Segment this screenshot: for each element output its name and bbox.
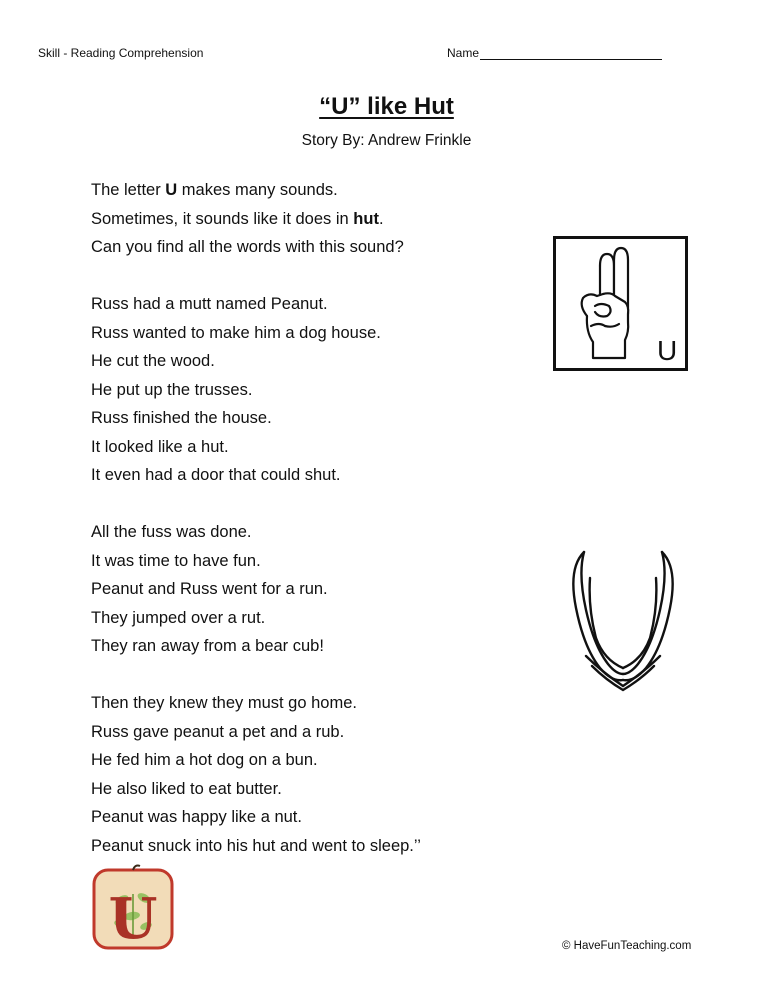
skill-label: Skill - Reading Comprehension xyxy=(38,46,204,60)
paragraph-gap xyxy=(91,262,531,291)
story-line: Peanut and Russ went for a run. xyxy=(91,580,328,598)
story-line: Can you find all the words with this sound? xyxy=(91,238,404,256)
text-run: The letter xyxy=(91,181,166,199)
story-text xyxy=(91,176,531,860)
bold-word: hut xyxy=(353,209,379,228)
bold-letter: U xyxy=(165,181,178,199)
story-line: It looked like a hut. xyxy=(91,437,229,456)
story-line: They jumped over a rut. xyxy=(91,608,266,627)
story-line: Peanut was happy like a nut. xyxy=(91,808,302,826)
name-line[interactable] xyxy=(480,46,662,60)
story-line: He also liked to eat butter. xyxy=(91,779,282,798)
story-line: It was time to have fun. xyxy=(91,551,261,570)
paragraph-gap xyxy=(91,490,531,519)
name-field[interactable] xyxy=(447,46,662,60)
story-line xyxy=(91,176,531,205)
name-label: Name xyxy=(447,46,480,60)
paragraph-gap xyxy=(91,661,531,690)
story-line: Russ had a mutt named Peanut. xyxy=(91,295,328,313)
story-line: Russ gave peanut a pet and a rub. xyxy=(91,722,345,741)
text-run: makes many sounds. xyxy=(177,181,338,199)
story-line: Russ finished the house. xyxy=(91,409,272,427)
text-run: . xyxy=(378,209,384,228)
hand-letter: U xyxy=(657,335,678,366)
story-line: Then they knew they must go home. xyxy=(91,694,357,712)
page-title: “U” like Hut xyxy=(319,93,454,120)
story-line: He put up the trusses. xyxy=(91,380,253,399)
sign-language-u-icon xyxy=(553,236,688,371)
story-line: He cut the wood. xyxy=(91,352,215,370)
decorative-u-horns-icon xyxy=(566,548,680,693)
text-run: Sometimes, it sounds like it does in xyxy=(91,209,354,228)
story-line: Peanut snuck into his hut and went to sleep.’’ xyxy=(91,836,421,855)
apple-u-badge-icon xyxy=(92,864,174,950)
story-line: All the fuss was done. xyxy=(91,523,252,541)
story-line xyxy=(91,205,531,234)
story-line: Russ wanted to make him a dog house. xyxy=(91,323,381,342)
story-line: They ran away from a bear cub! xyxy=(91,637,324,655)
story-line: He fed him a hot dog on a bun. xyxy=(91,751,318,769)
apple-letter: U xyxy=(108,886,158,950)
story-line: It even had a door that could shut. xyxy=(91,466,341,484)
byline: Story By: Andrew Frinkle xyxy=(301,132,472,149)
copyright-footer: © HaveFunTeaching.com xyxy=(562,940,692,952)
